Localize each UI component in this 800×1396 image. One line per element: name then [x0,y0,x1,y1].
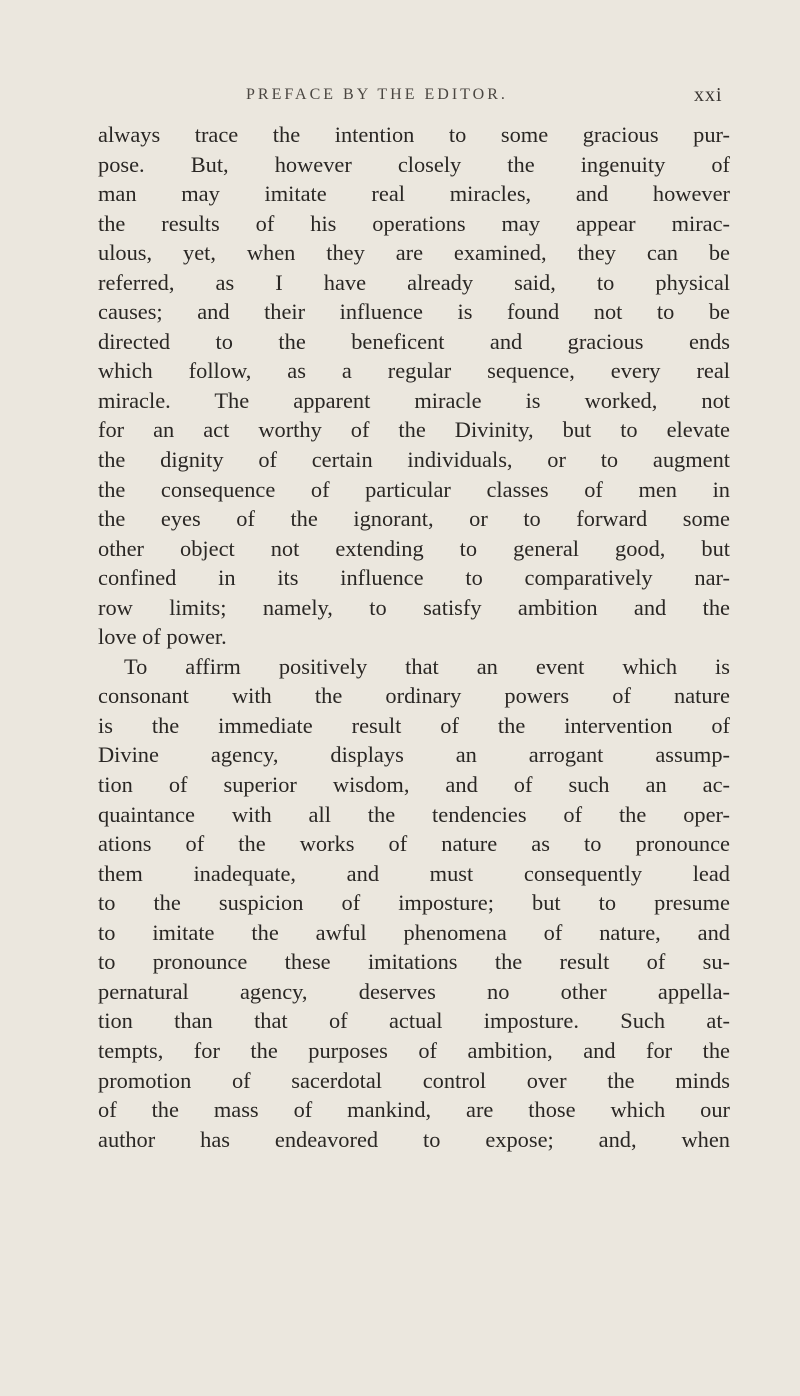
text-line: causes; and their influence is found not to be [98,299,730,325]
text-line: quaintance with all the tendencies of the oper- [98,801,730,827]
running-head [0,86,800,116]
text-line: tempts, for the purposes of ambition, and for the [98,1037,730,1063]
text-line: to imitate the awful phenomena of nature, and [98,919,730,945]
text-line: pose. But, however closely the ingenuity of [98,151,730,177]
text-line: confined in its influence to comparatively nar- [98,565,730,591]
text-line: ations of the works of nature as to pronounce [98,831,730,857]
body-text [98,120,730,1154]
text-line: miracle. The apparent miracle is worked, not [98,387,730,413]
text-line: them inadequate, and must consequently lead [98,860,730,886]
text-line: ulous, yet, when they are examined, they can be [98,240,730,266]
text-line: Divine agency, displays an arrogant assump- [98,742,730,768]
paragraph-first-line: To affirm positively that an event which is [124,653,730,679]
text-line: other object not extending to general good, but [98,535,730,561]
page-number: xxi [694,84,723,106]
text-line: directed to the beneficent and gracious ends [98,328,730,354]
text-line: promotion of sacerdotal control over the minds [98,1067,730,1093]
text-line: the consequence of particular classes of men in [98,476,730,502]
text-line: referred, as I have already said, to physical [98,269,730,295]
text-line: tion of superior wisdom, and of such an ac- [98,772,730,798]
paragraph-end-line: love of power. [98,624,227,650]
text-line: the eyes of the ignorant, or to forward some [98,506,730,532]
text-line: man may imitate real miracles, and however [98,181,730,207]
text-line: to the suspicion of imposture; but to presume [98,890,730,916]
text-line: the results of his operations may appear mirac- [98,210,730,236]
text-line: to pronounce these imitations the result of su- [98,949,730,975]
text-line: for an act worthy of the Divinity, but to elevate [98,417,730,443]
text-line: row limits; namely, to satisfy ambition and the [98,594,730,620]
text-line: of the mass of mankind, are those which our [98,1097,730,1123]
text-line: pernatural agency, deserves no other appella- [98,978,730,1004]
text-line: which follow, as a regular sequence, every real [98,358,730,384]
text-line: always trace the intention to some gracious pur- [98,122,730,147]
text-line: tion than that of actual imposture. Such at- [98,1008,730,1034]
text-line: author has endeavored to expose; and, when [98,1126,730,1152]
running-title: PREFACE BY THE EDITOR. [246,86,508,103]
text-line: is the immediate result of the intervention of [98,712,730,738]
text-line: consonant with the ordinary powers of nature [98,683,730,709]
text-line: the dignity of certain individuals, or to augment [98,447,730,473]
